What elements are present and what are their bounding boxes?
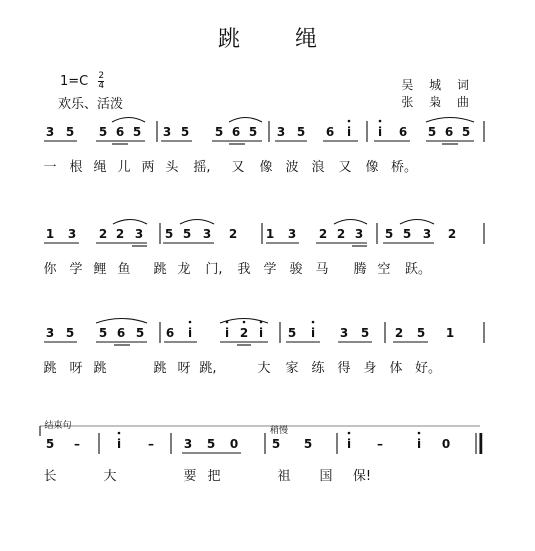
note-r3-17: 1: [445, 326, 455, 340]
lyric-r2-4: 鱼: [117, 262, 131, 277]
lyric-r1-12: 又: [338, 160, 352, 175]
lyric-r1-2: 根: [69, 160, 83, 175]
note-r1-4: 6: [115, 125, 125, 139]
note-r3-2: 5: [65, 326, 75, 340]
note-r2-13: 2: [336, 227, 346, 241]
note-r3-15: 2: [394, 326, 404, 340]
lyric-r2-5: 跳: [153, 262, 167, 277]
lyric-r1-1: 一: [43, 160, 57, 175]
note-r3-10: i: [258, 326, 264, 340]
note-r1-16: 6: [398, 125, 408, 139]
lyric-r4-1: 长: [43, 469, 57, 484]
octave-dot-r1-1: [348, 120, 351, 123]
tempo-label: 稍慢: [269, 426, 289, 436]
lyric-r3-12: 体: [389, 361, 403, 376]
lyric-r3-7: 大: [257, 361, 271, 376]
note-r2-7: 5: [182, 227, 192, 241]
slur-r1-1: [112, 118, 145, 123]
ending-label: 结束句: [44, 421, 72, 431]
slur-r2-3: [334, 220, 367, 225]
note-r2-2: 3: [67, 227, 77, 241]
note-r3-9: 2: [239, 326, 249, 340]
note-r3-1: 3: [45, 326, 55, 340]
slur-r3-1: [96, 319, 147, 324]
slur-r2-1: [113, 220, 147, 225]
note-r1-5: 5: [132, 125, 142, 139]
note-r1-2: 5: [65, 125, 75, 139]
lyric-r2-6: 龙: [177, 262, 191, 277]
note-r2-12: 2: [318, 227, 328, 241]
note-r4-7: 0: [229, 437, 239, 451]
lyric-r3-1: 跳: [43, 361, 57, 376]
note-r3-16: 5: [416, 326, 426, 340]
note-r2-18: 2: [447, 227, 457, 241]
lyric-r2-14: 跃。: [404, 262, 432, 277]
octave-dot-r1-2: [379, 120, 382, 123]
note-r2-3: 2: [98, 227, 108, 241]
lyric-r1-6: 头: [165, 160, 179, 175]
octave-dot-r4-1: [118, 432, 121, 435]
lyric-r2-10: 骏: [289, 262, 303, 277]
note-r1-6: 3: [162, 125, 172, 139]
lyric-r3-9: 练: [311, 361, 325, 376]
note-r2-14: 3: [354, 227, 364, 241]
note-r4-8: 5: [271, 437, 281, 451]
lyric-r1-9: 像: [259, 160, 273, 175]
note-r3-7: i: [187, 326, 193, 340]
note-r2-10: 1: [265, 227, 275, 241]
octave-dot-r3-3: [243, 321, 246, 324]
title-char-1: 跳: [217, 27, 240, 52]
note-r1-1: 3: [45, 125, 55, 139]
note-r2-8: 3: [202, 227, 212, 241]
slur-r1-3: [426, 118, 474, 123]
note-r4-5: 3: [183, 437, 193, 451]
lyric-r2-8: 我: [237, 262, 251, 277]
lyric-r4-5: 祖: [277, 469, 291, 484]
octave-dot-r3-5: [312, 321, 315, 324]
note-r1-15: i: [377, 125, 383, 139]
lyric-r4-3: 要: [183, 469, 197, 484]
note-r3-8: i: [224, 326, 230, 340]
octave-dot-r4-3: [418, 432, 421, 435]
mood-label: 欢乐、活泼: [58, 97, 124, 112]
title-char-2: 绳: [294, 27, 317, 52]
note-r2-5: 3: [134, 227, 144, 241]
lyric-r3-2: 呀: [69, 361, 83, 376]
time-top: 2: [98, 71, 105, 81]
lyric-r2-3: 鲤: [93, 262, 107, 277]
note-r4-6: 5: [206, 437, 216, 451]
note-r1-14: i: [346, 125, 352, 139]
note-r2-16: 5: [402, 227, 412, 241]
note-r2-15: 5: [384, 227, 394, 241]
key-label: 1=C: [60, 74, 89, 89]
note-r1-18: 6: [444, 125, 454, 139]
note-r1-10: 5: [248, 125, 258, 139]
note-r2-17: 3: [422, 227, 432, 241]
lyric-r3-13: 好。: [414, 361, 442, 376]
note-r2-9: 2: [228, 227, 238, 241]
lyric-r1-7: 摇,: [193, 160, 211, 175]
lyric-r2-13: 空: [377, 262, 391, 277]
note-r3-5: 5: [135, 326, 145, 340]
note-r3-3: 5: [98, 326, 108, 340]
note-r1-17: 5: [427, 125, 437, 139]
lyric-r2-11: 马: [315, 262, 329, 277]
lyric-r1-3: 绳: [93, 160, 107, 175]
note-r4-1: 5: [45, 437, 55, 451]
lyric-r3-10: 得: [337, 361, 351, 376]
note-r3-6: 6: [165, 326, 175, 340]
lyric-r3-11: 身: [363, 361, 377, 376]
lyric-r1-8: 又: [231, 160, 245, 175]
lyric-r1-5: 两: [141, 160, 155, 175]
note-r1-12: 5: [296, 125, 306, 139]
note-r3-14: 5: [360, 326, 370, 340]
composer-credit: 张 枭 曲: [401, 95, 475, 109]
lyric-r4-4: 把: [207, 469, 221, 484]
slur-r2-2: [180, 220, 214, 225]
note-r1-8: 5: [214, 125, 224, 139]
note-r3-4: 6: [116, 326, 126, 340]
lyric-r3-5: 呀: [177, 361, 191, 376]
lyric-r1-14: 桥。: [390, 160, 418, 175]
note-r4-9: 5: [303, 437, 313, 451]
note-r1-19: 5: [461, 125, 471, 139]
lyric-r1-13: 像: [365, 160, 379, 175]
slur-r2-4: [400, 220, 434, 225]
lyric-r3-6: 跳,: [199, 361, 217, 376]
note-r1-7: 5: [180, 125, 190, 139]
slur-r1-2: [229, 118, 262, 123]
note-r2-6: 5: [164, 227, 174, 241]
lyric-r1-11: 浪: [311, 160, 325, 175]
note-r3-11: 5: [287, 326, 297, 340]
note-r1-3: 5: [98, 125, 108, 139]
note-r3-12: i: [310, 326, 316, 340]
note-r4-2: –: [74, 437, 80, 451]
lyric-r4-2: 大: [103, 469, 117, 484]
lyric-r4-7: 保!: [352, 469, 372, 484]
lyric-r2-2: 学: [69, 262, 83, 277]
note-r1-9: 6: [231, 125, 241, 139]
lyricist-credit: 吴 城 词: [401, 78, 475, 92]
lyric-r3-4: 跳: [153, 361, 167, 376]
time-bottom: 4: [98, 81, 105, 91]
note-r2-1: 1: [45, 227, 55, 241]
lyric-r2-7: 门,: [205, 262, 223, 277]
lyric-r3-8: 家: [285, 361, 299, 376]
note-r1-13: 6: [325, 125, 335, 139]
note-r4-4: –: [148, 437, 154, 451]
lyric-r2-12: 腾: [353, 262, 367, 277]
note-r2-11: 3: [287, 227, 297, 241]
octave-dot-r3-2: [226, 321, 229, 324]
note-r4-11: –: [377, 437, 383, 451]
octave-dot-r3-1: [189, 321, 192, 324]
lyric-r2-9: 学: [263, 262, 277, 277]
note-r4-10: i: [346, 437, 352, 451]
note-r4-13: 0: [441, 437, 451, 451]
octave-dot-r4-2: [348, 432, 351, 435]
note-r2-4: 2: [115, 227, 125, 241]
lyric-r2-1: 你: [43, 262, 57, 277]
note-r1-11: 3: [276, 125, 286, 139]
note-r4-12: i: [416, 437, 422, 451]
note-r3-13: 3: [339, 326, 349, 340]
note-r4-3: i: [116, 437, 122, 451]
lyric-r1-4: 儿: [117, 160, 131, 175]
octave-dot-r3-4: [260, 321, 263, 324]
lyric-r1-10: 波: [285, 160, 299, 175]
lyric-r4-6: 国: [319, 469, 333, 484]
lyric-r3-3: 跳: [93, 361, 107, 376]
